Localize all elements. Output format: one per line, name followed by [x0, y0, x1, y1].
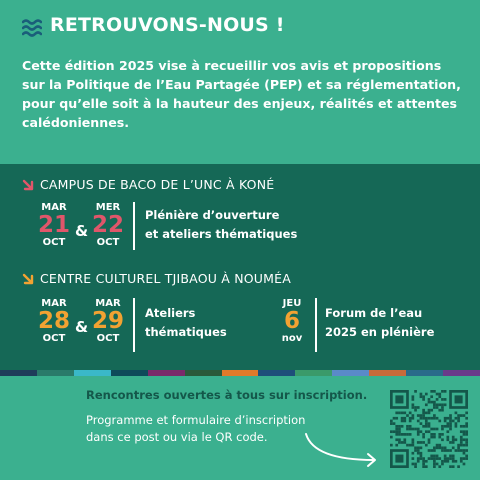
event-description — [145, 206, 345, 244]
qr-code[interactable] — [390, 390, 468, 468]
info-line: Programme et formulaire d’inscription — [86, 413, 306, 427]
desc-line: et ateliers thématiques — [145, 227, 298, 241]
stripe-segment — [258, 370, 295, 376]
divider — [133, 202, 135, 250]
date-21-oct — [36, 202, 72, 248]
date-day: 22 — [91, 212, 124, 238]
registration-highlight: Rencontres ouvertes à tous sur inscription. — [86, 388, 368, 402]
info-line: dans ce post ou via le QR code. — [86, 430, 268, 444]
ampersand: & — [75, 318, 89, 336]
divider — [315, 298, 317, 352]
stripe-segment — [148, 370, 185, 376]
date-month: OCT — [96, 237, 120, 248]
date-6-nov — [274, 298, 310, 344]
venue-name-kone: CAMPUS DE BACO DE L’UNC À KONÉ — [40, 177, 275, 192]
waves-icon — [22, 18, 42, 38]
date-day: 28 — [37, 308, 70, 334]
date-dow: MAR — [95, 298, 121, 309]
date-day: 21 — [37, 212, 70, 238]
stripe-segment — [443, 370, 480, 376]
divider — [133, 298, 135, 352]
date-day: 29 — [91, 308, 124, 334]
stripe-segment — [332, 370, 369, 376]
date-month: nov — [281, 333, 303, 344]
page-title: RETROUVONS-NOUS ! — [50, 14, 285, 36]
stripe-segment — [111, 370, 148, 376]
stripe-segment — [0, 370, 37, 376]
stripe-segment — [295, 370, 332, 376]
date-month: OCT — [42, 333, 66, 344]
stripe-segment — [406, 370, 443, 376]
arrow-down-right-icon — [22, 273, 34, 285]
date-dow: JEU — [282, 298, 302, 309]
date-dow: MAR — [41, 202, 67, 213]
stripe-segment — [222, 370, 259, 376]
intro-text: Cette édition 2025 vise à recueillir vos avis et propositions sur la Politique de l’Eau Partagée (PEP) et sa réglementation, pour qu’elle soit à la hauteur des enjeux, réalités et attentes calédoniennes. — [22, 58, 461, 130]
date-29-oct — [90, 298, 126, 344]
venue-name-noumea: CENTRE CULTUREL TJIBAOU À NOUMÉA — [40, 271, 291, 286]
ampersand: & — [75, 222, 89, 240]
date-dow: MAR — [41, 298, 67, 309]
stripe-segment — [37, 370, 74, 376]
date-day: 6 — [283, 308, 300, 334]
stripe-segment — [185, 370, 222, 376]
date-22-oct — [90, 202, 126, 248]
date-month: OCT — [42, 237, 66, 248]
curved-arrow-icon — [300, 430, 380, 470]
desc-line: thématiques — [145, 325, 227, 339]
stripe-segment — [74, 370, 111, 376]
date-28-oct — [36, 298, 72, 344]
desc-line: Forum de l’eau — [325, 306, 423, 320]
stripe-segment — [369, 370, 406, 376]
desc-line: 2025 en plénière — [325, 325, 435, 339]
desc-line: Ateliers — [145, 306, 196, 320]
event-description — [325, 304, 465, 342]
color-stripe — [0, 370, 480, 376]
date-month: OCT — [96, 333, 120, 344]
desc-line: Plénière d’ouverture — [145, 208, 280, 222]
arrow-down-right-icon — [22, 179, 34, 191]
date-dow: MER — [95, 202, 121, 213]
event-description — [145, 304, 265, 342]
